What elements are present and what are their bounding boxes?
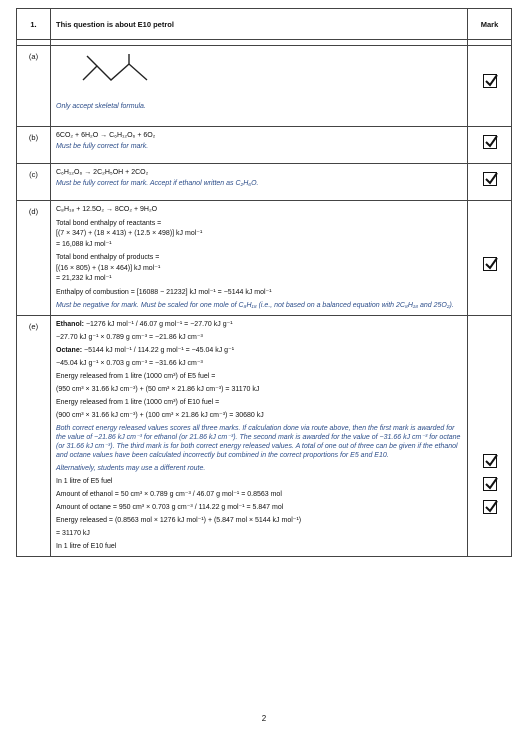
part-e-note: Both correct energy released values scores all three marks. If calculation done via route above, then the first mark is awarded for the value of −21.86 kJ cm⁻³ for ethanol (or 21.86 kJ cm⁻³). The second mark is awarded for the value of −31.66 kJ cm⁻³ for octane (or 31.66 kJ cm⁻³). The third mark is for both correct energy released values. A total of one out of three can be given if the ethanol and octane values have been calculated incorrectly but combined in the correct proportions for E5 and E10.	[56, 424, 461, 459]
check-icon	[483, 134, 499, 150]
check-icon	[483, 256, 499, 272]
octane-line: −45.04 kJ g⁻¹ × 0.703 g cm⁻³ = −31.66 kJ cm⁻³	[56, 359, 203, 367]
e5-line: (950 cm³ × 31.66 kJ cm⁻³) + (50 cm³ × 21.86 kJ cm⁻³) = 31170 kJ	[56, 385, 260, 393]
part-b-label: (b)	[28, 133, 39, 142]
header-row	[17, 9, 512, 40]
part-b-note: Must be fully correct for mark.	[56, 142, 149, 150]
mark-checkbox-e1[interactable]	[483, 454, 497, 468]
reactants-line: [(7 × 347) + (18 × 413) + (12.5 × 498)] kJ mol⁻¹	[56, 230, 203, 237]
check-icon	[483, 73, 499, 89]
products-line: = 21,232 kJ mol⁻¹	[56, 275, 112, 282]
mark-checkbox-c[interactable]	[483, 172, 497, 186]
mark-checkbox-b[interactable]	[483, 135, 497, 149]
combustion-line: Enthalpy of combustion = [16088 − 21232] kJ mol⁻¹ = −5144 kJ mol⁻¹	[56, 288, 272, 296]
alt-line: Amount of ethanol = 50 cm³ × 0.789 g cm⁻³ / 46.07 g mol⁻¹ = 0.8563 mol	[56, 490, 282, 498]
part-e-label: (e)	[28, 321, 39, 331]
part-a-label: (a)	[28, 52, 39, 61]
ethanol-line: −1276 kJ mol⁻¹ / 46.07 g mol⁻¹ = −27.70 kJ g⁻¹	[84, 320, 233, 328]
mark-checkbox-e3[interactable]	[483, 500, 497, 514]
alt-line: In 1 litre of E10 fuel	[56, 542, 117, 550]
check-icon	[483, 171, 499, 187]
alt-line: = 31170 kJ	[56, 529, 90, 537]
mark-checkbox-a[interactable]	[483, 74, 497, 88]
part-c-note: Must be fully correct for mark. Accept if ethanol written as C₂H₆O.	[56, 179, 259, 187]
part-d-label: (d)	[28, 207, 39, 216]
part-d-row	[17, 201, 512, 316]
mark-column-header: Mark	[480, 20, 499, 29]
mark-checkbox-e2[interactable]	[483, 477, 497, 491]
part-e-alt-note: Alternatively, students may use a different route.	[56, 464, 206, 472]
mark-scheme-table	[16, 8, 512, 557]
check-icon	[483, 499, 499, 515]
part-c-equation: C₆H₁₂O₆ → 2C₂H₅OH + 2CO₂	[56, 169, 149, 176]
part-c-row	[17, 164, 512, 201]
check-icon	[483, 453, 499, 469]
question-number: 1.	[30, 20, 37, 29]
e10-line: (900 cm³ × 31.66 kJ cm⁻³) + (100 cm³ × 21.86 kJ cm⁻³) = 30680 kJ	[56, 411, 264, 419]
reactants-line: Total bond enthalpy of reactants =	[56, 219, 162, 227]
part-a-note: Only accept skeletal formula.	[56, 103, 146, 110]
octane-line: −5144 kJ mol⁻¹ / 114.22 g mol⁻¹ = −45.04 kJ g⁻¹	[82, 346, 235, 354]
page-number: 2	[261, 714, 267, 723]
part-c-label: (c)	[29, 170, 38, 179]
part-a-row	[17, 46, 512, 127]
skeletal-formula-image	[79, 52, 169, 92]
part-b-equation: 6CO₂ + 6H₂O → C₆H₁₂O₆ + 6O₂	[56, 132, 156, 139]
products-line: [(16 × 805) + (18 × 464)] kJ mol⁻¹	[56, 264, 161, 272]
ethanol-line: −27.70 kJ g⁻¹ × 0.789 g cm⁻³ = −21.86 kJ cm⁻³	[56, 333, 203, 341]
mark-checkbox-d[interactable]	[483, 257, 497, 271]
e10-line: Energy released from 1 litre (1000 cm³) of E10 fuel =	[56, 398, 220, 406]
ethanol-label: Ethanol:	[56, 320, 84, 328]
part-e-row	[17, 315, 512, 556]
question-title: This question is about E10 petrol	[56, 20, 174, 29]
alt-line: In 1 litre of E5 fuel	[56, 477, 113, 485]
octane-label: Octane:	[56, 346, 83, 354]
part-d-equation: C₈H₁₈ + 12.5O₂ → 8CO₂ + 9H₂O	[56, 206, 158, 213]
alt-line: Energy released = (0.8563 mol × 1276 kJ mol⁻¹) + (5.847 mol × 5144 kJ mol⁻¹)	[56, 516, 302, 524]
e5-line: Energy released from 1 litre (1000 cm³) of E5 fuel =	[56, 372, 216, 380]
products-line: Total bond enthalpy of products =	[56, 254, 160, 261]
alt-line: Amount of octane = 950 cm³ × 0.703 g cm⁻³ / 114.22 g mol⁻¹ = 5.847 mol	[56, 503, 284, 511]
check-icon	[483, 476, 499, 492]
part-b-row	[17, 127, 512, 164]
part-d-note: Must be negative for mark. Must be scaled for one mole of C₈H₁₈ (i.e., not based on a balanced equation with 2C₈H₁₈ and 25O₂).	[56, 302, 454, 309]
reactants-line: = 16,088 kJ mol⁻¹	[56, 240, 112, 248]
